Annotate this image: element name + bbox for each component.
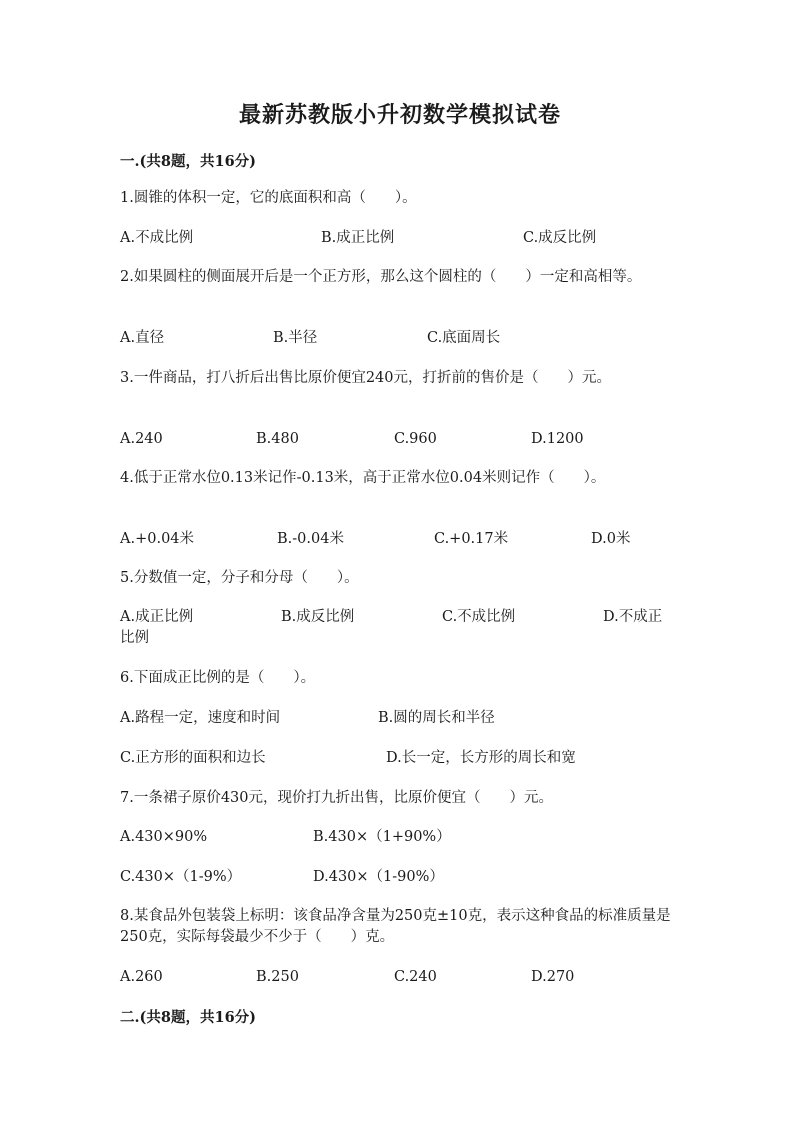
question-8: 8.某食品外包装袋上标明：该食品净含量为250克±10克，表示这种食品的标准质量是250克，实际每袋最少不少于（ ）克。 bbox=[120, 908, 671, 945]
question-6: 6.下面成正比例的是（ ）。 bbox=[120, 670, 316, 686]
q3-option-d: D.1200 bbox=[531, 431, 584, 447]
q3-option-c: C.960 bbox=[394, 431, 437, 447]
q4-option-d: D.0米 bbox=[591, 531, 631, 547]
q8-option-c: C.240 bbox=[394, 969, 437, 985]
q6-option-a: A.路程一定，速度和时间 bbox=[120, 710, 281, 726]
page-title: 最新苏教版小升初数学模拟试卷 bbox=[238, 102, 561, 128]
section-heading-1: 一.(共8题，共16分) bbox=[120, 153, 257, 170]
question-5: 5.分数值一定，分子和分母（ ）。 bbox=[120, 570, 359, 586]
q5-option-d-wrap: 比例 bbox=[120, 630, 149, 646]
q2-option-a: A.直径 bbox=[120, 330, 165, 346]
q2-option-c: C.底面周长 bbox=[427, 330, 501, 346]
q7-option-d: D.430×（1-90%） bbox=[313, 869, 444, 885]
question-1: 1.圆锥的体积一定，它的底面积和高（ ）。 bbox=[120, 190, 417, 206]
q1-option-a: A.不成比例 bbox=[120, 230, 194, 246]
q5-option-c: C.不成比例 bbox=[442, 609, 516, 625]
q7-option-c: C.430×（1-9%） bbox=[120, 869, 242, 885]
q2-option-b: B.半径 bbox=[273, 330, 318, 346]
q7-option-b: B.430×（1+90%） bbox=[313, 829, 451, 845]
q7-option-a: A.430×90% bbox=[120, 829, 208, 845]
q1-option-b: B.成正比例 bbox=[321, 230, 395, 246]
q8-option-b: B.250 bbox=[256, 969, 299, 985]
section-heading-2: 二.(共8题，共16分) bbox=[120, 1009, 257, 1026]
q6-option-d: D.长一定，长方形的周长和宽 bbox=[386, 750, 576, 766]
q8-option-d: D.270 bbox=[531, 969, 575, 985]
q4-option-b: B.-0.04米 bbox=[277, 531, 344, 547]
q6-option-b: B.圆的周长和半径 bbox=[378, 710, 495, 726]
q6-option-c: C.正方形的面积和边长 bbox=[120, 750, 266, 766]
q1-option-c: C.成反比例 bbox=[523, 230, 597, 246]
q3-option-b: B.480 bbox=[256, 431, 299, 447]
q4-option-c: C.+0.17米 bbox=[434, 531, 509, 547]
q5-option-a: A.成正比例 bbox=[120, 609, 194, 625]
q5-option-d: D.不成正 bbox=[603, 609, 663, 625]
question-7: 7.一条裙子原价430元，现价打九折出售，比原价便宜（ ）元。 bbox=[120, 790, 554, 806]
q8-option-a: A.260 bbox=[120, 969, 163, 985]
q3-option-a: A.240 bbox=[120, 431, 163, 447]
question-2: 2.如果圆柱的侧面展开后是一个正方形，那么这个圆柱的（ ）一定和高相等。 bbox=[120, 269, 642, 285]
q5-option-b: B.成反比例 bbox=[281, 609, 355, 625]
question-4: 4.低于正常水位0.13米记作-0.13米，高于正常水位0.04米则记作（ ）。 bbox=[120, 470, 606, 486]
q4-option-a: A.+0.04米 bbox=[120, 531, 195, 547]
question-3: 3.一件商品，打八折后出售比原价便宜240元，打折前的售价是（ ）元。 bbox=[120, 370, 612, 386]
